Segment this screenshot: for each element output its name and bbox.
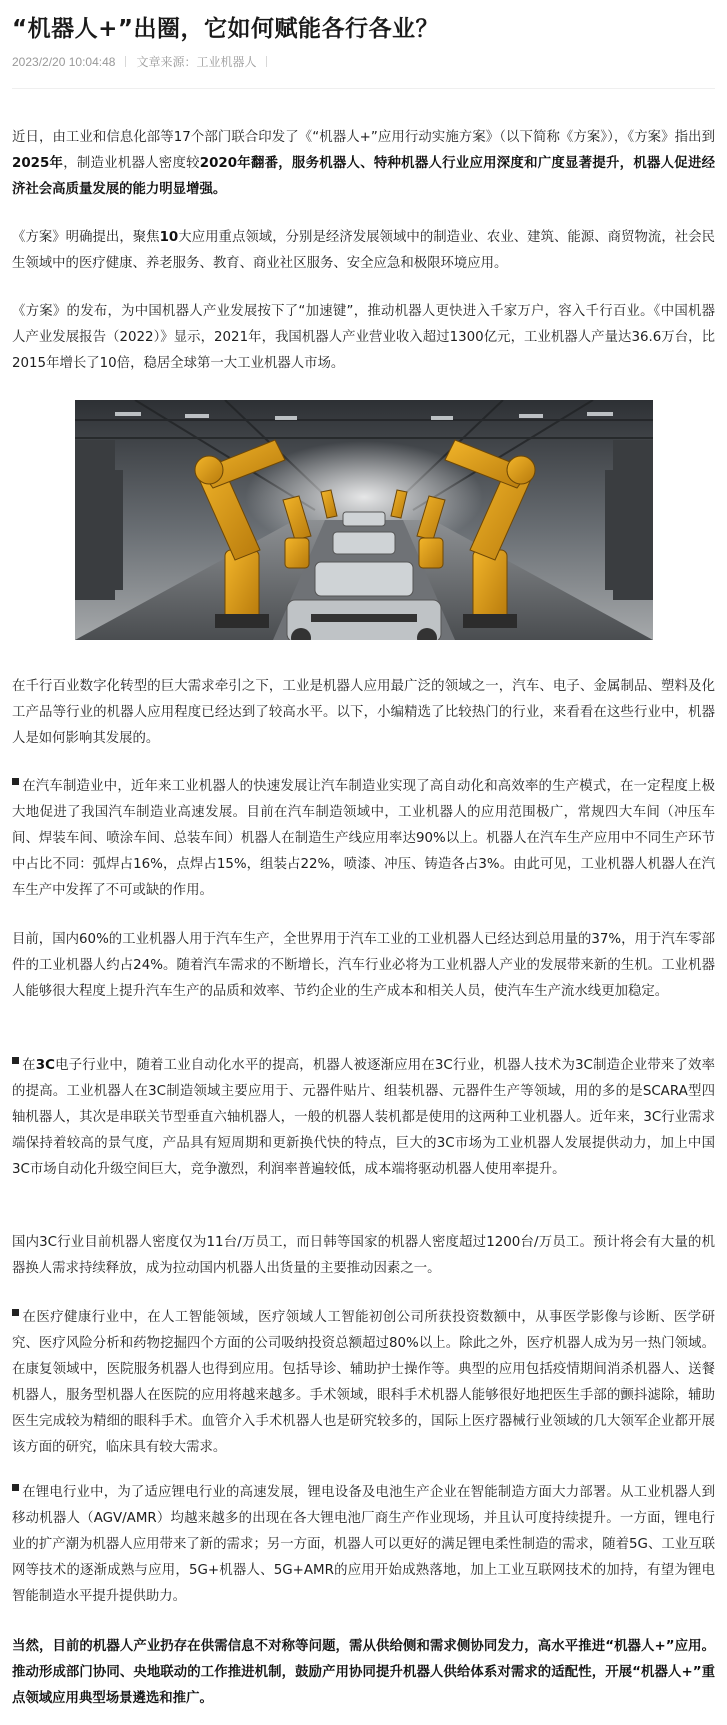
paragraph [12,674,715,752]
paragraph-text: 在医疗健康行业中，在人工智能领域，医疗领域人工智能初创公司所获投资数额中，从事医学影像与诊断、医学研究、医疗风险分析和药物挖掘四个方面的公司吸纳投资总额超过80%以上。除此之外，医疗机器人成为另一热门领域。在康复领域中，医院服务机器人也得到应用。包括导诊、辅助护士操作等。典型的应用包括疫情期间消杀机器人、送餐机器人，服务型机器人在医院的应用将越来越多。手术领域，眼科手术机器人能够很好地把医生手部的颤抖滤除，辅助医生完成较为精细的眼科手术。血管介入手术机器人也是研究较多的，国际上医疗器械行业领域的几大领军企业都开展该方面的研究，临床具有较大需求。 [12,1310,715,1455]
paragraph [12,125,715,203]
paragraph [12,1305,715,1461]
bold-text: 2025年 [12,156,64,171]
paragraph-text: 目前，国内60%的工业机器人用于汽车生产，全世界用于汽车工业的工业机器人已经达到总用量的37%，用于汽车零部件的工业机器人约占24%。随着汽车需求的不断增长，汽车行业必将为工业机器人产业的发展带来新的生机。工业机器人能够很大程度上提升汽车生产的品质和效率、节约企业的生产成本和相关人员，使汽车生产流水线更加稳定。 [12,932,715,999]
paragraph-text: ，制造业机器人密度较 [63,156,200,171]
paragraph [12,299,715,377]
bold-text: 当然，目前的机器人产业扔存在供需信息不对称等问题，需从供给侧和需求侧协同发力，高水平推进“机器人+”应用。推动形成部门协同、央地联动的工作推进机制，鼓励产用协同提升机器人供给体系对需求的适配性，开展“机器人+”重点领域应用典型场景遴选和推广。 [12,1639,715,1706]
paragraph-text: 近日，由工业和信息化部等17个部门联合印发了《“机器人+”应用行动实施方案》（以下简称《方案》），《方案》指出到 [12,130,715,145]
bullet-square-icon [12,778,19,785]
paragraph-text: 在 [22,1058,36,1073]
paragraph-text: 电子行业中，随着工业自动化水平的提高，机器人被逐渐应用在3C行业，机器人技术为3C制造企业带来了效率的提高。工业机器人在3C制造领域主要应用于、元器件贴片、组装机器、元器件生产等领域，用的多的是SCARA型四轴机器人，其次是串联关节型垂直六轴机器人，一般的机器人装机都是使用的这两种工业机器人。近年来，3C行业需求端保持着较高的景气度，产品具有短周期和更新换代快的特点，巨大的3C市场为工业机器人发展提供动力，加上中国3C市场自动化升级空间巨大，竞争激烈，利润率普遍较低，成本端将驱动机器人使用率提升。 [12,1058,715,1177]
paragraph-text: 《方案》的发布，为中国机器人产业发展按下了“加速键”，推动机器人更快进入千家万户，容入千行百业。《中国机器人产业发展报告（2022）》显示，2021年，我国机器人产业营业收入超过1300亿元，工业机器人产量达36.6万台，比2015年增长了10倍，稳居全球第一大工业机器人市场。 [12,304,715,371]
bullet-square-icon [12,1057,19,1064]
article-title: “机器人+”出圈，它如何赋能各行各业？ [12,16,440,42]
paragraph [12,1230,715,1282]
paragraph-text: 在汽车制造业中，近年来工业机器人的快速发展让汽车制造业实现了高自动化和高效率的生产模式，在一定程度上极大地促进了我国汽车制造业高速发展。目前在汽车制造领域中，工业机器人的应用范围极广，常规四大车间（冲压车间、焊装车间、喷涂车间、总装车间）机器人在制造生产线应用率达90%以上。机器人在汽车生产应用中不同生产环节中占比不同：弧焊占16%，点焊占15%，组装占22%，喷漆、冲压、铸造各占3%。由此可见，工业机器人机器人在汽车生产中发挥了不可或缺的作用。 [12,779,715,898]
paragraph [12,225,715,277]
bold-text: 2020年翻番，服务机器人、特种机器人行业应用深度和广度显著提升，机器人促进经济社会高质量发展的能力明显增强。 [12,156,715,197]
paragraph-text: 国内3C行业目前机器人密度仅为11台/万员工，而日韩等国家的机器人密度超过1200台/万员工。预计将会有大量的机器换人需求持续释放，成为拉动国内机器人出货量的主要推动因素之一。 [12,1235,715,1276]
paragraph-text: 《方案》明确提出，聚焦 [12,230,160,245]
meta-separator [125,56,126,67]
paragraph [12,774,715,904]
publish-date: 2023/2/20 10:04:48 [12,55,116,69]
header-divider [12,88,715,89]
article-meta [12,54,277,70]
bold-text: 10 [159,230,179,245]
paragraph-text: 大应用重点领域，分别是经济发展领域中的制造业、农业、建筑、能源、商贸物流，社会民生领域中的医疗健康、养老服务、教育、商业社区服务、安全应急和极限环境应用。 [12,230,715,271]
meta-separator-end [266,56,267,67]
paragraph [12,927,715,1005]
robot-assembly-line-image [75,400,653,640]
paragraph [12,1053,715,1183]
bullet-square-icon [12,1484,19,1491]
paragraph [12,1480,715,1610]
paragraph-text: 在千行百业数字化转型的巨大需求牵引之下，工业是机器人应用最广泛的领域之一，汽车、电子、金属制品、塑料及化工产品等行业的机器人应用程度已经达到了较高水平。以下，小编精选了比较热门的行业，来看看在这些行业中，机器人是如何影响其发展的。 [12,679,715,746]
article-source: 文章来源：工业机器人 [136,55,257,69]
bold-text: 3C [35,1058,55,1073]
bullet-square-icon [12,1309,19,1316]
paragraph-text: 在锂电行业中，为了适应锂电行业的高速发展，锂电设备及电池生产企业在智能制造方面大力部署。从工业机器人到移动机器人（AGV/AMR）均越来越多的出现在各大锂电池厂商生产作业现场，并且认可度持续提升。一方面，锂电行业的扩产潮为机器人应用带来了新的需求；另一方面，机器人可以更好的满足锂电柔性制造的需求，随着5G、工业互联网等技术的逐渐成熟与应用，5G+机器人、5G+AMR的应用开始成熟落地，加上工业互联网技术的加持，有望为锂电智能制造水平提升提供助力。 [12,1485,715,1604]
paragraph [12,1634,715,1712]
